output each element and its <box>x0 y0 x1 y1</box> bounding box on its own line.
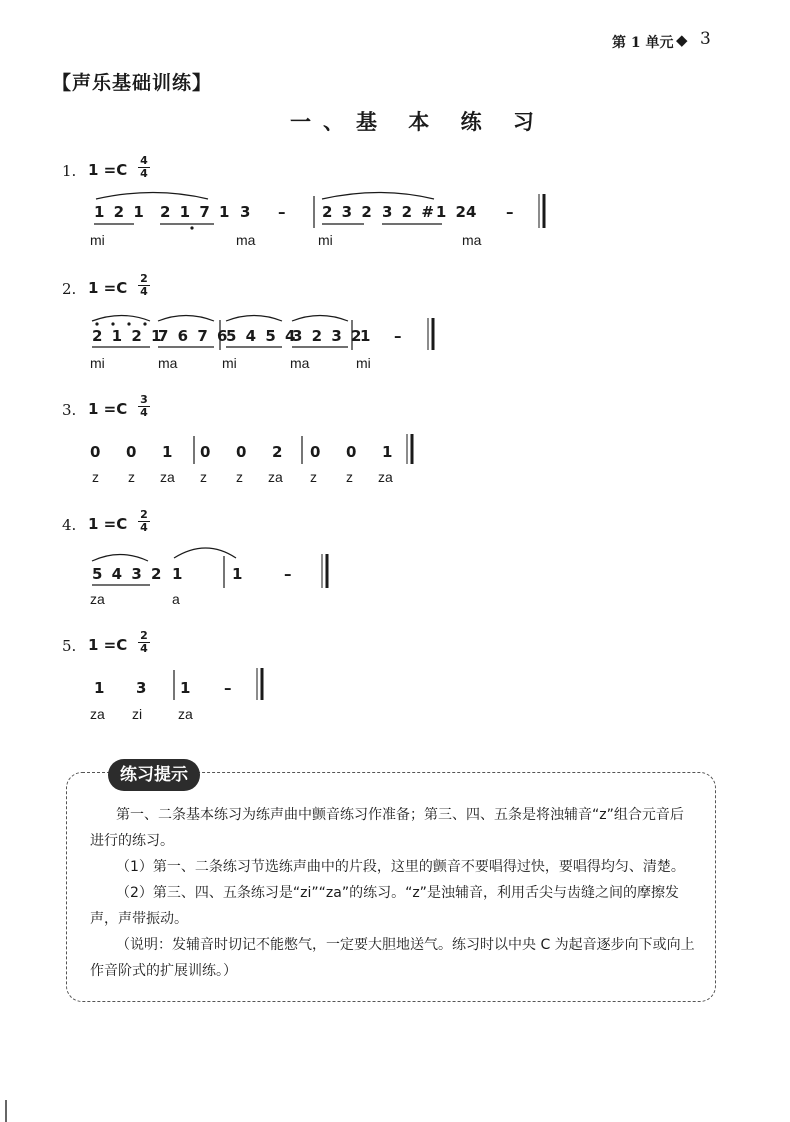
lyric-syllable: mi <box>356 355 371 371</box>
sustain-dash: – <box>284 565 294 583</box>
lyric-syllable: z <box>200 469 207 485</box>
note: 1 <box>232 565 245 583</box>
lyric-syllable: za <box>90 706 105 722</box>
octave-dot <box>143 322 146 325</box>
slur <box>322 193 434 200</box>
key-signature: 1 =C <box>88 161 128 179</box>
exercise-number: 3. <box>62 401 77 419</box>
tip-line: （说明：发辅音时切记不能憋气，一定要大胆地送气。练习时以中央 C 为起音逐步向下或向上 <box>116 937 695 953</box>
lyric-syllable: z <box>346 469 353 485</box>
time-bottom: 4 <box>140 642 148 655</box>
time-bottom: 4 <box>140 521 148 534</box>
note: 1 <box>382 443 395 461</box>
time-top: 3 <box>138 394 150 407</box>
time-bottom: 4 <box>140 406 148 419</box>
slur <box>292 316 348 322</box>
sustain-dash: – <box>224 679 234 697</box>
octave-dot <box>127 322 130 325</box>
lyric-syllable: ma <box>290 355 310 371</box>
note: 1 <box>162 443 175 461</box>
sustain-dash: – <box>506 203 516 221</box>
note: 1 <box>94 679 107 697</box>
lyric-syllable: mi <box>222 355 237 371</box>
note-group: 3 2 3 2 <box>292 327 364 345</box>
exercise-number: 5. <box>62 637 77 655</box>
lyric-syllable: za <box>178 706 193 722</box>
lyric-syllable: za <box>160 469 175 485</box>
time-top: 2 <box>138 630 150 643</box>
note: 0 <box>310 443 323 461</box>
lyric-syllable: za <box>268 469 283 485</box>
lyric-syllable: z <box>128 469 135 485</box>
lyric-syllable: mi <box>90 355 105 371</box>
lyric-syllable: z <box>310 469 317 485</box>
note: 0 <box>126 443 139 461</box>
note-group: 7 6 7 6 <box>158 327 230 345</box>
lyric-syllable: mi <box>318 232 333 248</box>
lyric-syllable: ma <box>462 232 482 248</box>
slur <box>174 548 236 558</box>
note-group: 3 2 #1 2 <box>382 203 468 221</box>
lyric-syllable: zi <box>132 706 143 722</box>
lyric-syllable: za <box>90 591 105 607</box>
lyric-syllable: mi <box>90 232 105 248</box>
page-number: 3 <box>700 29 711 49</box>
octave-dot <box>190 226 193 229</box>
key-signature: 1 =C <box>88 400 128 418</box>
note-group: 5 4 5 4 <box>226 327 298 345</box>
key-signature: 1 =C <box>88 279 128 297</box>
tip-line: （1）第一、二条练习节选练声曲中的片段，这里的颤音不要唱得过快，要唱得均匀、清楚。 <box>116 859 685 875</box>
time-signature <box>138 394 150 419</box>
lyric-syllable: z <box>92 469 99 485</box>
time-top: 4 <box>138 155 150 168</box>
section-label: 【声乐基础训练】 <box>52 72 213 94</box>
note-group: 1 2 1 <box>94 203 146 221</box>
note-group: 2 1 7 1 <box>160 203 232 221</box>
sustain-dash: – <box>394 327 404 345</box>
tip-line: 作音阶式的扩展训练。） <box>90 963 237 979</box>
note: 1 <box>360 327 373 345</box>
tips-badge: 练习提示 <box>108 759 200 791</box>
lyric-syllable: a <box>172 591 180 607</box>
tip-line: 进行的练习。 <box>90 833 174 849</box>
octave-dot <box>95 322 98 325</box>
tip-line: 第一、二条基本练习为练声曲中颤音练习作准备；第三、四、五条是将浊辅音“z”组合元音后 <box>116 807 684 823</box>
slur <box>226 316 282 322</box>
time-bottom: 4 <box>140 167 148 180</box>
note: 1 <box>180 679 193 697</box>
note-group: 5 4 3 2 <box>92 565 164 583</box>
note: 2 <box>272 443 285 461</box>
tips-text <box>90 802 695 984</box>
page-title: 一、基 本 练 习 <box>290 109 546 134</box>
diamond-icon: ◆ <box>676 31 688 49</box>
tip-line: 声，声带振动。 <box>90 911 188 927</box>
time-signature <box>138 509 150 534</box>
note: 1 <box>172 565 185 583</box>
note: 0 <box>346 443 359 461</box>
note: 4 <box>466 203 479 221</box>
lyric-syllable: ma <box>158 355 178 371</box>
slur <box>92 555 148 562</box>
exercise-number: 2. <box>62 280 77 298</box>
note: 0 <box>90 443 103 461</box>
slur <box>92 316 150 322</box>
note: 0 <box>200 443 213 461</box>
time-bottom: 4 <box>140 285 148 298</box>
tip-line: （2）第三、四、五条练习是“zi”“za”的练习。“z”是浊辅音，利用舌尖与齿缝之间的摩擦发 <box>116 885 679 901</box>
key-signature: 1 =C <box>88 515 128 533</box>
time-signature <box>138 630 150 655</box>
unit-label: 第 1 单元 <box>612 35 674 51</box>
exercise-number: 1. <box>62 162 77 180</box>
sustain-dash: – <box>278 203 288 221</box>
exercise-number: 4. <box>62 516 77 534</box>
time-signature <box>138 273 150 298</box>
note: 0 <box>236 443 249 461</box>
lyric-syllable: ma <box>236 232 256 248</box>
time-top: 2 <box>138 273 150 286</box>
note-group: 2 3 2 <box>322 203 374 221</box>
lyric-syllable: z <box>236 469 243 485</box>
note-group: 2 1 2 1 <box>92 327 164 345</box>
octave-dot <box>111 322 114 325</box>
slur <box>158 316 214 322</box>
note: 3 <box>240 203 253 221</box>
lyric-syllable: za <box>378 469 393 485</box>
key-signature: 1 =C <box>88 636 128 654</box>
time-signature <box>138 155 150 180</box>
note: 3 <box>136 679 149 697</box>
slur <box>96 193 208 200</box>
time-top: 2 <box>138 509 150 522</box>
